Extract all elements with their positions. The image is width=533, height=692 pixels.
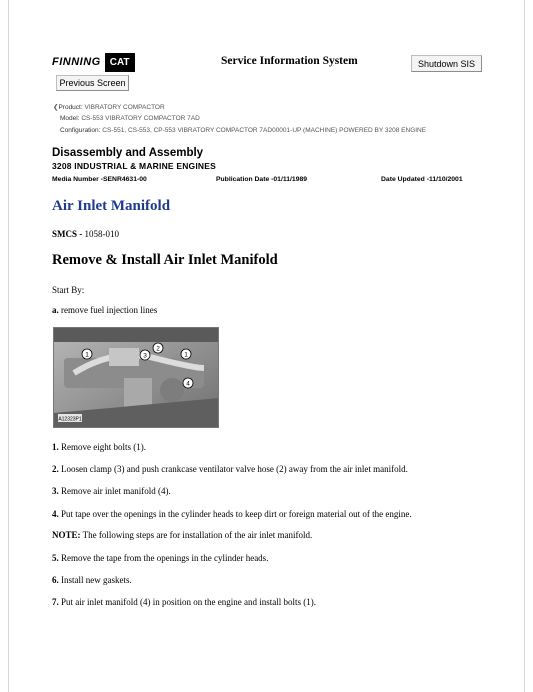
start-by-label: Start By:	[52, 285, 85, 295]
page-heading: Air Inlet Manifold	[52, 198, 171, 214]
step-4	[52, 509, 412, 519]
start-item-text: remove fuel injection lines	[61, 305, 158, 315]
step-text: Install new gaskets.	[61, 575, 132, 585]
step-3	[52, 486, 171, 496]
note	[52, 530, 312, 540]
note-label: NOTE:	[52, 530, 81, 540]
publication-date: Publication Date -01/11/1989	[216, 176, 308, 183]
media-number: Media Number -SENR4631-00	[52, 176, 147, 183]
model-line	[60, 115, 200, 122]
page-border-right	[524, 0, 525, 692]
photo-caption: A12323P1	[58, 416, 82, 423]
engine-photo	[53, 327, 219, 428]
step-number: 1.	[52, 442, 59, 452]
step-text: Remove air inlet manifold (4).	[61, 486, 171, 496]
back-arrow-icon[interactable]: ❮	[53, 104, 59, 111]
step-number: 3.	[52, 486, 59, 496]
page-border-left	[8, 0, 9, 692]
step-5	[52, 553, 268, 563]
step-2	[52, 464, 408, 474]
configuration-line	[60, 127, 426, 134]
step-number: 5.	[52, 553, 59, 563]
step-text: Remove the tape from the openings in the cylinder heads.	[61, 553, 269, 563]
start-item-letter: a.	[52, 305, 59, 315]
step-7	[52, 597, 316, 607]
step-text: Loosen clamp (3) and push crankcase ventilator valve hose (2) away from the air inlet manifold.	[61, 464, 408, 474]
shutdown-sis-button[interactable]: Shutdown SIS	[411, 55, 482, 72]
procedure-title: Remove & Install Air Inlet Manifold	[52, 252, 278, 268]
callout-1: 1	[85, 351, 89, 359]
configuration-value: CS-551, CS-553, CP-553 VIBRATORY COMPACTOR 7AD00001-UP (MACHINE) POWERED BY 3208 ENGINE	[102, 127, 427, 134]
callout-1b: 1	[184, 351, 188, 359]
product-value: VIBRATORY COMPACTOR	[84, 104, 165, 111]
cat-logo-box: CAT	[105, 53, 135, 72]
product-line	[53, 103, 165, 111]
date-updated: Date Updated -11/10/2001	[381, 176, 463, 183]
finning-cat-logo	[52, 52, 135, 72]
step-text: Put air inlet manifold (4) in position on the engine and install bolts (1).	[61, 597, 316, 607]
callout-4: 4	[186, 380, 190, 388]
finning-logo-text: FINNING	[52, 56, 101, 68]
step-number: 4.	[52, 509, 59, 519]
model-label: Model:	[60, 115, 80, 122]
step-number: 7.	[52, 597, 59, 607]
step-1	[52, 442, 146, 452]
step-number: 6.	[52, 575, 59, 585]
step-text: Remove eight bolts (1).	[61, 442, 146, 452]
engine-photo-graphic	[54, 328, 219, 428]
model-value: CS-553 VIBRATORY COMPACTOR 7AD	[81, 115, 200, 122]
step-text: Put tape over the openings in the cylinder heads to keep dirt or foreign material out of the engine.	[61, 509, 412, 519]
start-by-item-a	[52, 305, 157, 315]
callout-2: 2	[156, 345, 160, 353]
previous-screen-button[interactable]: Previous Screen	[56, 75, 129, 91]
app-title: Service Information System	[221, 55, 358, 67]
section-title: Disassembly and Assembly	[52, 147, 204, 159]
callout-3: 3	[143, 352, 147, 360]
configuration-label: Configuration:	[60, 127, 101, 134]
section-subtitle: 3208 INDUSTRIAL & MARINE ENGINES	[52, 161, 216, 171]
product-label: Product:	[58, 104, 83, 111]
step-number: 2.	[52, 464, 59, 474]
note-text: The following steps are for installation of the air inlet manifold.	[82, 530, 313, 540]
smcs-label: SMCS -	[52, 229, 83, 239]
step-6	[52, 575, 132, 585]
smcs-code	[52, 229, 119, 239]
smcs-value: 1058-010	[84, 229, 120, 239]
